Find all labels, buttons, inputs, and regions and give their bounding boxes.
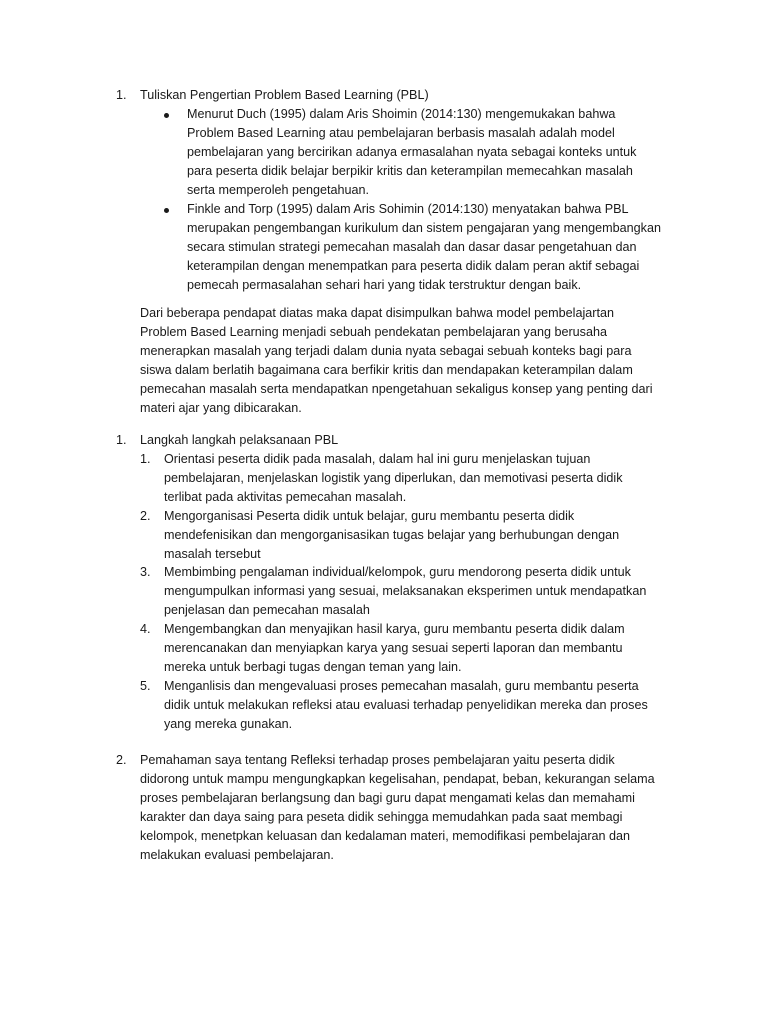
step-number: 1. <box>140 452 151 466</box>
text-line: mereka untuk berbagi tugas dengan teman yang lain. <box>164 660 462 674</box>
text-line: para peserta didik belajar berpikir kritis dan keterampilan memecahkan masalah <box>187 164 633 178</box>
text-line: Membimbing pengalaman individual/kelompok, guru mendorong peserta didik untuk <box>164 565 631 579</box>
section-heading: Langkah langkah pelaksanaan PBL <box>140 433 339 447</box>
text-line: menerapkan masalah yang terjadi dalam dunia nyata sebagai sebuah konteks bagi para <box>140 344 632 358</box>
step-number: 2. <box>140 509 151 523</box>
text-line: Pemahaman saya tentang Refleksi terhadap proses pembelajaran yaitu peserta didik <box>140 753 615 767</box>
list-number: 1. <box>116 433 127 447</box>
text-line: Problem Based Learning menjadi sebuah pendekatan pembelajaran yang berusaha <box>140 325 607 339</box>
text-line: Orientasi peserta didik pada masalah, dalam hal ini guru menjelaskan tujuan <box>164 452 591 466</box>
text-line: Menganlisis dan mengevaluasi proses pemecahan masalah, guru membantu peserta <box>164 679 639 693</box>
bullet-icon <box>164 208 169 213</box>
bullet-icon <box>164 113 169 118</box>
reflection-paragraph <box>140 751 655 865</box>
text-line: materi ajar yang dibicarakan. <box>140 401 302 415</box>
text-line: melakukan evaluasi pembelajaran. <box>140 848 334 862</box>
text-line: Problem Based Learning atau pembelajaran berbasis masalah adalah model <box>187 126 615 140</box>
text-line: keterampilan dengan menempatkan para peserta didik dalam peran aktif sebagai <box>187 259 640 273</box>
text-line: yang mereka gunakan. <box>164 717 293 731</box>
text-line: Menurut Duch (1995) dalam Aris Shoimin (2014:130) mengemukakan bahwa <box>187 107 616 121</box>
step-paragraph <box>164 563 646 620</box>
conclusion-paragraph <box>140 304 653 418</box>
text-line: kelompok, menetpkan keluasan dan kedalaman materi, memodifikasi pembelajaran dan <box>140 829 631 843</box>
step-paragraph <box>164 677 648 734</box>
text-line: mendefenisikan dan mengorganisasikan tugas belajar yang berhubungan dengan <box>164 528 620 542</box>
text-line: mengumpulkan informasi yang sesuai, melaksanakan eksperimen untuk mendapatkan <box>164 584 647 598</box>
text-line: Dari beberapa pendapat diatas maka dapat disimpulkan bahwa model pembelajartan <box>140 306 614 320</box>
text-line: Mengembangkan dan menyajikan hasil karya, guru membantu peserta didik dalam <box>164 622 625 636</box>
text-line: Finkle and Torp (1995) dalam Aris Sohimin (2014:130) menyatakan bahwa PBL <box>187 202 629 216</box>
step-paragraph <box>164 620 625 677</box>
text-line: siswa dalam berlatih bagaimana cara berfikir kritis dan mendapakan keterampilan dalam <box>140 363 633 377</box>
bullet-paragraph <box>187 105 636 200</box>
step-number: 5. <box>140 679 151 693</box>
text-line: Mengorganisasi Peserta didik untuk belajar, guru membantu peserta didik <box>164 509 575 523</box>
step-paragraph <box>164 507 619 564</box>
text-line: serta memperoleh pengetahuan. <box>187 183 370 197</box>
step-number: 3. <box>140 565 151 579</box>
bullet-paragraph <box>187 200 661 295</box>
text-line: terlibat pada aktivitas pemecahan masalah. <box>164 490 407 504</box>
list-number: 1. <box>116 88 127 102</box>
text-line: secara stimulan strategi pemecahan masalah dan dasar dasar pengetahuan dan <box>187 240 637 254</box>
text-line: proses pembelajaran berlangsung dan bagi guru dapat mengamati kelas dan memahami <box>140 791 635 805</box>
text-line: karakter dan daya saing para peseta didik sehingga memudahkan pada saat membagi <box>140 810 623 824</box>
text-line: didorong untuk mampu mengungkapkan kegelisahan, pendapat, beban, kekurangan selama <box>140 772 655 786</box>
step-number: 4. <box>140 622 151 636</box>
list-number: 2. <box>116 753 127 767</box>
text-line: merencanakan dan menyiapkan karya yang sesuai seperti laporan dan membantu <box>164 641 623 655</box>
text-line: pemecahan masalah serta mendapatkan npengetahuan sekaligus konsep yang penting dari <box>140 382 653 396</box>
text-line: didik untuk melakukan refleksi atau evaluasi terhadap penyelidikan mereka dan proses <box>164 698 648 712</box>
text-line: masalah tersebut <box>164 547 261 561</box>
text-line: pemecah permasalahan sehari hari yang tidak terstruktur dengan baik. <box>187 278 582 292</box>
text-line: merupakan pengembangan kurikulum dan sistem pengajaran yang mengembangkan <box>187 221 661 235</box>
text-line: pembelajaran, menjelaskan logistik yang diperlukan, dan memotivasi peserta didik <box>164 471 623 485</box>
step-paragraph <box>164 450 623 507</box>
section-heading: Tuliskan Pengertian Problem Based Learning (PBL) <box>140 88 429 102</box>
text-line: pembelajaran yang bercirikan adanya ermasalahan nyata sebagai konteks untuk <box>187 145 637 159</box>
text-line: penjelasan dan pemecahan masalah <box>164 603 370 617</box>
